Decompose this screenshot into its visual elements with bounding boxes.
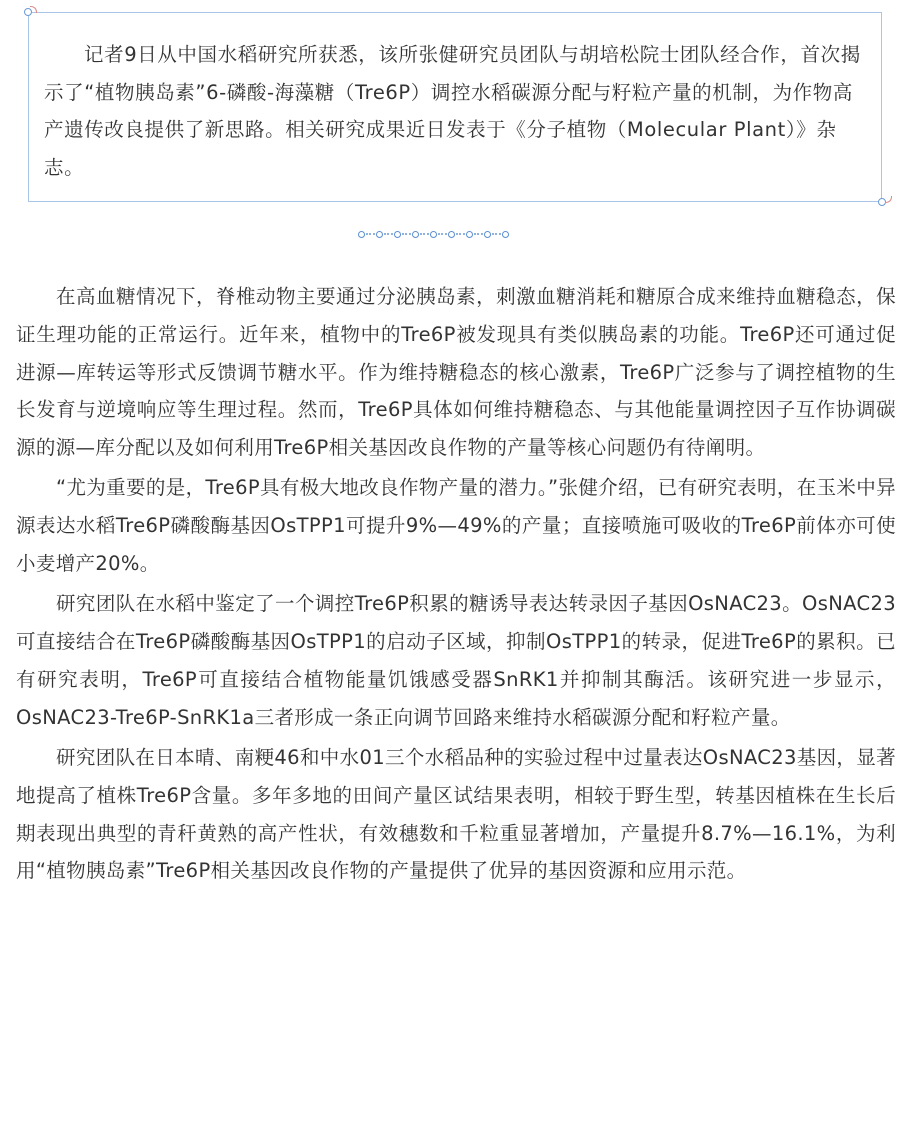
divider-dot-icon xyxy=(376,231,383,238)
article-paragraph: 研究团队在水稻中鉴定了一个调控Tre6P积累的糖诱导表达转录因子基因OsNAC23。OsNAC23可直接结合在Tre6P磷酸酶基因OsTPP1的启动子区域，抑制OsTPP1的转录，促进Tre6P的累积。已有研究表明，Tre6P可直接结合植物能量饥饿感受器SnRK1并抑制其酶活。该研究进一步显示，OsNAC23-Tre6P-SnRK1a三者形成一条正向调节回路来维持水稻碳源分配和籽粒产量。 xyxy=(16,592,896,729)
divider-dot-icon xyxy=(412,231,419,238)
divider-dot-icon xyxy=(358,231,365,238)
intro-paragraph: 记者9日从中国水稻研究所获悉，该所张健研究员团队与胡培松院士团队经合作，首次揭示了“植物胰岛素”6-磷酸-海藻糖（Tre6P）调控水稻碳源分配与籽粒产量的机制，为作物高产遗传改良提供了新思路。相关研究成果近日发表于《分子植物（Molecular Plant）》杂志。 xyxy=(44,43,861,179)
article-body xyxy=(16,278,896,893)
divider-dot-icon xyxy=(502,231,509,238)
dotted-divider xyxy=(358,230,509,238)
article-paragraph: “尤为重要的是，Tre6P具有极大地改良作物产量的潜力。”张健介绍，已有研究表明，在玉米中异源表达水稻Tre6P磷酸酶基因OsTPP1可提升9%—49%的产量；直接喷施可吸收的Tre6P前体亦可使小麦增产20%。 xyxy=(16,476,896,576)
divider-dot-icon xyxy=(394,231,401,238)
article-paragraph: 在高血糖情况下，脊椎动物主要通过分泌胰岛素，刺激血糖消耗和糖原合成来维持血糖稳态，保证生理功能的正常运行。近年来，植物中的Tre6P被发现具有类似胰岛素的功能。Tre6P还可通过促进源—库转运等形式反馈调节糖水平。作为维持糖稳态的核心激素，Tre6P广泛参与了调控植物的生长发育与逆境响应等生理过程。然而，Tre6P具体如何维持糖稳态、与其他能量调控因子互作协调碳源的源—库分配以及如何利用Tre6P相关基因改良作物的产量等核心问题仍有待阐明。 xyxy=(16,285,896,460)
divider-dot-icon xyxy=(484,231,491,238)
divider-dot-icon xyxy=(466,231,473,238)
corner-tail-icon xyxy=(30,6,37,13)
divider-dot-icon xyxy=(430,231,437,238)
divider-dot-icon xyxy=(448,231,455,238)
corner-tail-icon xyxy=(885,196,892,203)
article-paragraph: 研究团队在日本晴、南粳46和中水01三个水稻品种的实验过程中过量表达OsNAC23基因，显著地提高了植株Tre6P含量。多年多地的田间产量区试结果表明，相较于野生型，转基因植株在生长后期表现出典型的青秆黄熟的高产性状，有效穗数和千粒重显著增加，产量提升8.7%—16.1%，为利用“植物胰岛素”Tre6P相关基因改良作物的产量提供了优异的基因资源和应用示范。 xyxy=(16,746,896,883)
